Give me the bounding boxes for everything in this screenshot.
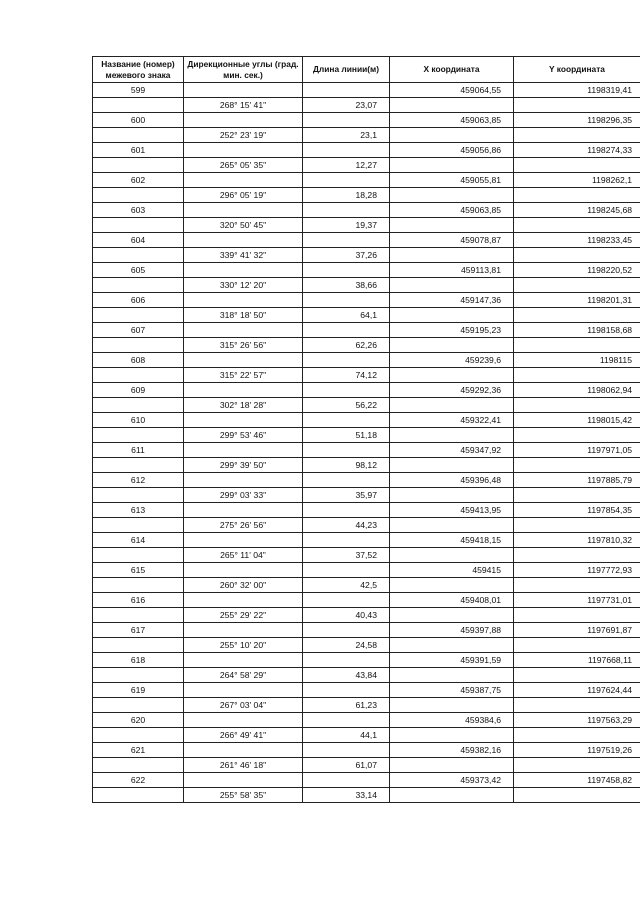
empty-cell: [184, 713, 303, 728]
point-id: 602: [93, 173, 184, 188]
empty-cell: [390, 758, 514, 773]
empty-cell: [184, 293, 303, 308]
empty-cell: [93, 548, 184, 563]
empty-cell: [303, 473, 390, 488]
empty-cell: [303, 533, 390, 548]
segment-length: 51,18: [303, 428, 390, 443]
empty-cell: [184, 353, 303, 368]
empty-cell: [303, 413, 390, 428]
point-id: 601: [93, 143, 184, 158]
segment-length: 61,23: [303, 698, 390, 713]
table-row: [93, 233, 640, 248]
empty-cell: [390, 548, 514, 563]
table-row: [93, 608, 640, 623]
table-body: [93, 83, 640, 803]
point-id: 615: [93, 563, 184, 578]
segment-length: 38,66: [303, 278, 390, 293]
table-row: [93, 413, 640, 428]
segment-angle: 264° 58' 29": [184, 668, 303, 683]
empty-cell: [93, 158, 184, 173]
table-header-row: [93, 57, 640, 83]
point-x: 459239,6: [390, 353, 514, 368]
point-x: 459195,23: [390, 323, 514, 338]
empty-cell: [93, 698, 184, 713]
point-id: 611: [93, 443, 184, 458]
empty-cell: [184, 593, 303, 608]
empty-cell: [303, 143, 390, 158]
table-row: [93, 293, 640, 308]
empty-cell: [514, 488, 640, 503]
empty-cell: [184, 143, 303, 158]
point-y: 1197731,01: [514, 593, 640, 608]
empty-cell: [514, 158, 640, 173]
segment-angle: 299° 03' 33": [184, 488, 303, 503]
table-row: [93, 368, 640, 383]
empty-cell: [184, 113, 303, 128]
point-id: 618: [93, 653, 184, 668]
empty-cell: [93, 458, 184, 473]
table-row: [93, 623, 640, 638]
empty-cell: [390, 188, 514, 203]
segment-angle: 315° 26' 56": [184, 338, 303, 353]
table-row: [93, 98, 640, 113]
point-y: 1198015,42: [514, 413, 640, 428]
point-y: 1197563,29: [514, 713, 640, 728]
point-id: 606: [93, 293, 184, 308]
segment-length: 62,26: [303, 338, 390, 353]
empty-cell: [303, 593, 390, 608]
empty-cell: [303, 293, 390, 308]
empty-cell: [514, 728, 640, 743]
segment-length: 61,07: [303, 758, 390, 773]
empty-cell: [303, 383, 390, 398]
point-y: 1197691,87: [514, 623, 640, 638]
table-row: [93, 473, 640, 488]
empty-cell: [184, 383, 303, 398]
empty-cell: [390, 98, 514, 113]
table-row: [93, 653, 640, 668]
point-x: 459408,01: [390, 593, 514, 608]
table-row: [93, 578, 640, 593]
empty-cell: [390, 458, 514, 473]
segment-length: 33,14: [303, 788, 390, 803]
table-row: [93, 278, 640, 293]
segment-angle: 302° 18' 28": [184, 398, 303, 413]
point-y: 1198233,45: [514, 233, 640, 248]
table-row: [93, 248, 640, 263]
point-y: 1198201,31: [514, 293, 640, 308]
empty-cell: [514, 548, 640, 563]
point-x: 459147,36: [390, 293, 514, 308]
empty-cell: [184, 323, 303, 338]
empty-cell: [514, 788, 640, 803]
empty-cell: [93, 518, 184, 533]
segment-angle: 320° 50' 45": [184, 218, 303, 233]
empty-cell: [184, 773, 303, 788]
segment-length: 40,43: [303, 608, 390, 623]
empty-cell: [390, 638, 514, 653]
table-row: [93, 713, 640, 728]
point-x: 459415: [390, 563, 514, 578]
segment-angle: 299° 53' 46": [184, 428, 303, 443]
segment-angle: 255° 29' 22": [184, 608, 303, 623]
empty-cell: [303, 653, 390, 668]
header-line-length: Длина линии(м): [303, 57, 390, 83]
empty-cell: [390, 608, 514, 623]
segment-length: 64,1: [303, 308, 390, 323]
point-id: 617: [93, 623, 184, 638]
table-row: [93, 518, 640, 533]
empty-cell: [303, 623, 390, 638]
segment-angle: 261° 46' 18": [184, 758, 303, 773]
point-y: 1197458,82: [514, 773, 640, 788]
table-row: [93, 758, 640, 773]
point-x: 459382,16: [390, 743, 514, 758]
point-x: 459113,81: [390, 263, 514, 278]
empty-cell: [303, 743, 390, 758]
empty-cell: [390, 668, 514, 683]
point-id: 607: [93, 323, 184, 338]
empty-cell: [514, 398, 640, 413]
empty-cell: [184, 623, 303, 638]
empty-cell: [390, 248, 514, 263]
empty-cell: [514, 98, 640, 113]
boundary-coordinates-table: [92, 56, 640, 803]
point-y: 1197519,26: [514, 743, 640, 758]
empty-cell: [93, 308, 184, 323]
table-row: [93, 638, 640, 653]
table-row: [93, 188, 640, 203]
empty-cell: [390, 698, 514, 713]
empty-cell: [514, 578, 640, 593]
empty-cell: [303, 683, 390, 698]
table-row: [93, 698, 640, 713]
empty-cell: [184, 83, 303, 98]
segment-length: 56,22: [303, 398, 390, 413]
empty-cell: [514, 608, 640, 623]
segment-length: 18,28: [303, 188, 390, 203]
point-y: 1197772,93: [514, 563, 640, 578]
table-row: [93, 593, 640, 608]
point-id: 621: [93, 743, 184, 758]
empty-cell: [184, 743, 303, 758]
segment-angle: 265° 11' 04": [184, 548, 303, 563]
empty-cell: [93, 728, 184, 743]
point-x: 459292,36: [390, 383, 514, 398]
empty-cell: [93, 98, 184, 113]
empty-cell: [514, 638, 640, 653]
empty-cell: [514, 308, 640, 323]
empty-cell: [93, 398, 184, 413]
point-y: 1198115: [514, 353, 640, 368]
empty-cell: [514, 758, 640, 773]
point-id: 614: [93, 533, 184, 548]
segment-length: 44,23: [303, 518, 390, 533]
point-x: 459397,88: [390, 623, 514, 638]
empty-cell: [390, 398, 514, 413]
point-x: 459322,41: [390, 413, 514, 428]
point-y: 1197854,35: [514, 503, 640, 518]
table-row: [93, 338, 640, 353]
segment-angle: 268° 15' 41": [184, 98, 303, 113]
table-row: [93, 173, 640, 188]
empty-cell: [390, 788, 514, 803]
empty-cell: [184, 413, 303, 428]
table-row: [93, 398, 640, 413]
segment-length: 98,12: [303, 458, 390, 473]
empty-cell: [184, 533, 303, 548]
point-id: 604: [93, 233, 184, 248]
table-row: [93, 113, 640, 128]
empty-cell: [514, 698, 640, 713]
header-point-name: Название (номер) межевого знака: [93, 57, 184, 83]
table-row: [93, 728, 640, 743]
empty-cell: [303, 83, 390, 98]
table-row: [93, 308, 640, 323]
table-row: [93, 458, 640, 473]
empty-cell: [390, 308, 514, 323]
segment-angle: 275° 26' 56": [184, 518, 303, 533]
point-y: 1198158,68: [514, 323, 640, 338]
table-row: [93, 563, 640, 578]
table-row: [93, 683, 640, 698]
point-x: 459063,85: [390, 203, 514, 218]
segment-length: 35,97: [303, 488, 390, 503]
table-row: [93, 488, 640, 503]
segment-angle: 299° 39' 50": [184, 458, 303, 473]
empty-cell: [93, 428, 184, 443]
empty-cell: [303, 713, 390, 728]
empty-cell: [514, 518, 640, 533]
empty-cell: [390, 428, 514, 443]
header-direction-angle: Дирекционные углы (град. мин. сек.): [184, 57, 303, 83]
empty-cell: [93, 278, 184, 293]
segment-length: 23,1: [303, 128, 390, 143]
empty-cell: [303, 173, 390, 188]
point-x: 459064,55: [390, 83, 514, 98]
empty-cell: [93, 188, 184, 203]
empty-cell: [390, 518, 514, 533]
segment-length: 19,37: [303, 218, 390, 233]
point-y: 1197668,11: [514, 653, 640, 668]
empty-cell: [390, 218, 514, 233]
empty-cell: [184, 443, 303, 458]
empty-cell: [514, 368, 640, 383]
point-y: 1198245,68: [514, 203, 640, 218]
empty-cell: [93, 788, 184, 803]
empty-cell: [303, 323, 390, 338]
point-id: 619: [93, 683, 184, 698]
point-x: 459418,15: [390, 533, 514, 548]
point-id: 600: [93, 113, 184, 128]
empty-cell: [303, 563, 390, 578]
empty-cell: [184, 563, 303, 578]
table-row: [93, 533, 640, 548]
empty-cell: [514, 668, 640, 683]
empty-cell: [303, 503, 390, 518]
empty-cell: [303, 233, 390, 248]
empty-cell: [184, 653, 303, 668]
empty-cell: [93, 128, 184, 143]
point-x: 459373,42: [390, 773, 514, 788]
table-row: [93, 383, 640, 398]
empty-cell: [184, 203, 303, 218]
table-row: [93, 788, 640, 803]
empty-cell: [303, 203, 390, 218]
point-y: 1198319,41: [514, 83, 640, 98]
empty-cell: [514, 218, 640, 233]
point-id: 608: [93, 353, 184, 368]
point-x: 459063,85: [390, 113, 514, 128]
table-row: [93, 323, 640, 338]
point-y: 1198220,52: [514, 263, 640, 278]
empty-cell: [184, 263, 303, 278]
empty-cell: [390, 368, 514, 383]
point-x: 459413,95: [390, 503, 514, 518]
point-y: 1197885,79: [514, 473, 640, 488]
segment-angle: 255° 58' 35": [184, 788, 303, 803]
segment-angle: 330° 12' 20": [184, 278, 303, 293]
segment-length: 37,52: [303, 548, 390, 563]
table-row: [93, 83, 640, 98]
point-x: 459055,81: [390, 173, 514, 188]
point-id: 616: [93, 593, 184, 608]
table-row: [93, 668, 640, 683]
point-id: 605: [93, 263, 184, 278]
empty-cell: [390, 338, 514, 353]
empty-cell: [184, 173, 303, 188]
segment-length: 24,58: [303, 638, 390, 653]
segment-angle: 318° 18' 50": [184, 308, 303, 323]
empty-cell: [93, 758, 184, 773]
segment-length: 44,1: [303, 728, 390, 743]
point-y: 1198274,33: [514, 143, 640, 158]
empty-cell: [303, 263, 390, 278]
empty-cell: [390, 488, 514, 503]
header-x-coordinate: Х координата: [390, 57, 514, 83]
segment-angle: 339° 41' 32": [184, 248, 303, 263]
empty-cell: [184, 683, 303, 698]
table-row: [93, 443, 640, 458]
empty-cell: [303, 773, 390, 788]
empty-cell: [514, 338, 640, 353]
segment-length: 43,84: [303, 668, 390, 683]
empty-cell: [303, 353, 390, 368]
point-x: 459391,59: [390, 653, 514, 668]
empty-cell: [184, 233, 303, 248]
segment-length: 74,12: [303, 368, 390, 383]
empty-cell: [514, 128, 640, 143]
segment-angle: 252° 23' 19": [184, 128, 303, 143]
point-y: 1197624,44: [514, 683, 640, 698]
point-id: 622: [93, 773, 184, 788]
empty-cell: [390, 728, 514, 743]
empty-cell: [184, 503, 303, 518]
empty-cell: [390, 128, 514, 143]
segment-angle: 315° 22' 57": [184, 368, 303, 383]
empty-cell: [390, 578, 514, 593]
point-id: 613: [93, 503, 184, 518]
table-row: [93, 158, 640, 173]
point-y: 1197971,05: [514, 443, 640, 458]
point-x: 459347,92: [390, 443, 514, 458]
point-id: 612: [93, 473, 184, 488]
point-y: 1197810,32: [514, 533, 640, 548]
segment-angle: 267° 03' 04": [184, 698, 303, 713]
table-row: [93, 143, 640, 158]
segment-length: 37,26: [303, 248, 390, 263]
empty-cell: [390, 158, 514, 173]
empty-cell: [93, 368, 184, 383]
point-id: 620: [93, 713, 184, 728]
table-row: [93, 263, 640, 278]
empty-cell: [514, 278, 640, 293]
empty-cell: [93, 218, 184, 233]
segment-length: 23,07: [303, 98, 390, 113]
point-id: 610: [93, 413, 184, 428]
point-x: 459078,87: [390, 233, 514, 248]
empty-cell: [93, 638, 184, 653]
empty-cell: [93, 668, 184, 683]
point-y: 1198296,35: [514, 113, 640, 128]
table-row: [93, 428, 640, 443]
point-x: 459384,6: [390, 713, 514, 728]
empty-cell: [390, 278, 514, 293]
empty-cell: [303, 113, 390, 128]
point-x: 459396,48: [390, 473, 514, 488]
empty-cell: [93, 338, 184, 353]
table-row: [93, 203, 640, 218]
segment-length: 12,27: [303, 158, 390, 173]
point-id: 599: [93, 83, 184, 98]
empty-cell: [93, 608, 184, 623]
table-row: [93, 353, 640, 368]
segment-angle: 255° 10' 20": [184, 638, 303, 653]
empty-cell: [184, 473, 303, 488]
segment-angle: 296° 05' 19": [184, 188, 303, 203]
empty-cell: [93, 488, 184, 503]
empty-cell: [303, 443, 390, 458]
segment-angle: 265° 05' 35": [184, 158, 303, 173]
empty-cell: [514, 458, 640, 473]
header-y-coordinate: Y координата: [514, 57, 640, 83]
segment-angle: 260° 32' 00": [184, 578, 303, 593]
segment-length: 42,5: [303, 578, 390, 593]
empty-cell: [514, 188, 640, 203]
table-row: [93, 548, 640, 563]
point-y: 1198062,94: [514, 383, 640, 398]
empty-cell: [514, 248, 640, 263]
table-row: [93, 773, 640, 788]
table-row: [93, 128, 640, 143]
point-x: 459387,75: [390, 683, 514, 698]
point-id: 609: [93, 383, 184, 398]
empty-cell: [514, 428, 640, 443]
point-id: 603: [93, 203, 184, 218]
point-x: 459056,86: [390, 143, 514, 158]
segment-angle: 266° 49' 41": [184, 728, 303, 743]
empty-cell: [93, 248, 184, 263]
table-row: [93, 218, 640, 233]
table-row: [93, 503, 640, 518]
table-row: [93, 743, 640, 758]
empty-cell: [93, 578, 184, 593]
point-y: 1198262,1: [514, 173, 640, 188]
